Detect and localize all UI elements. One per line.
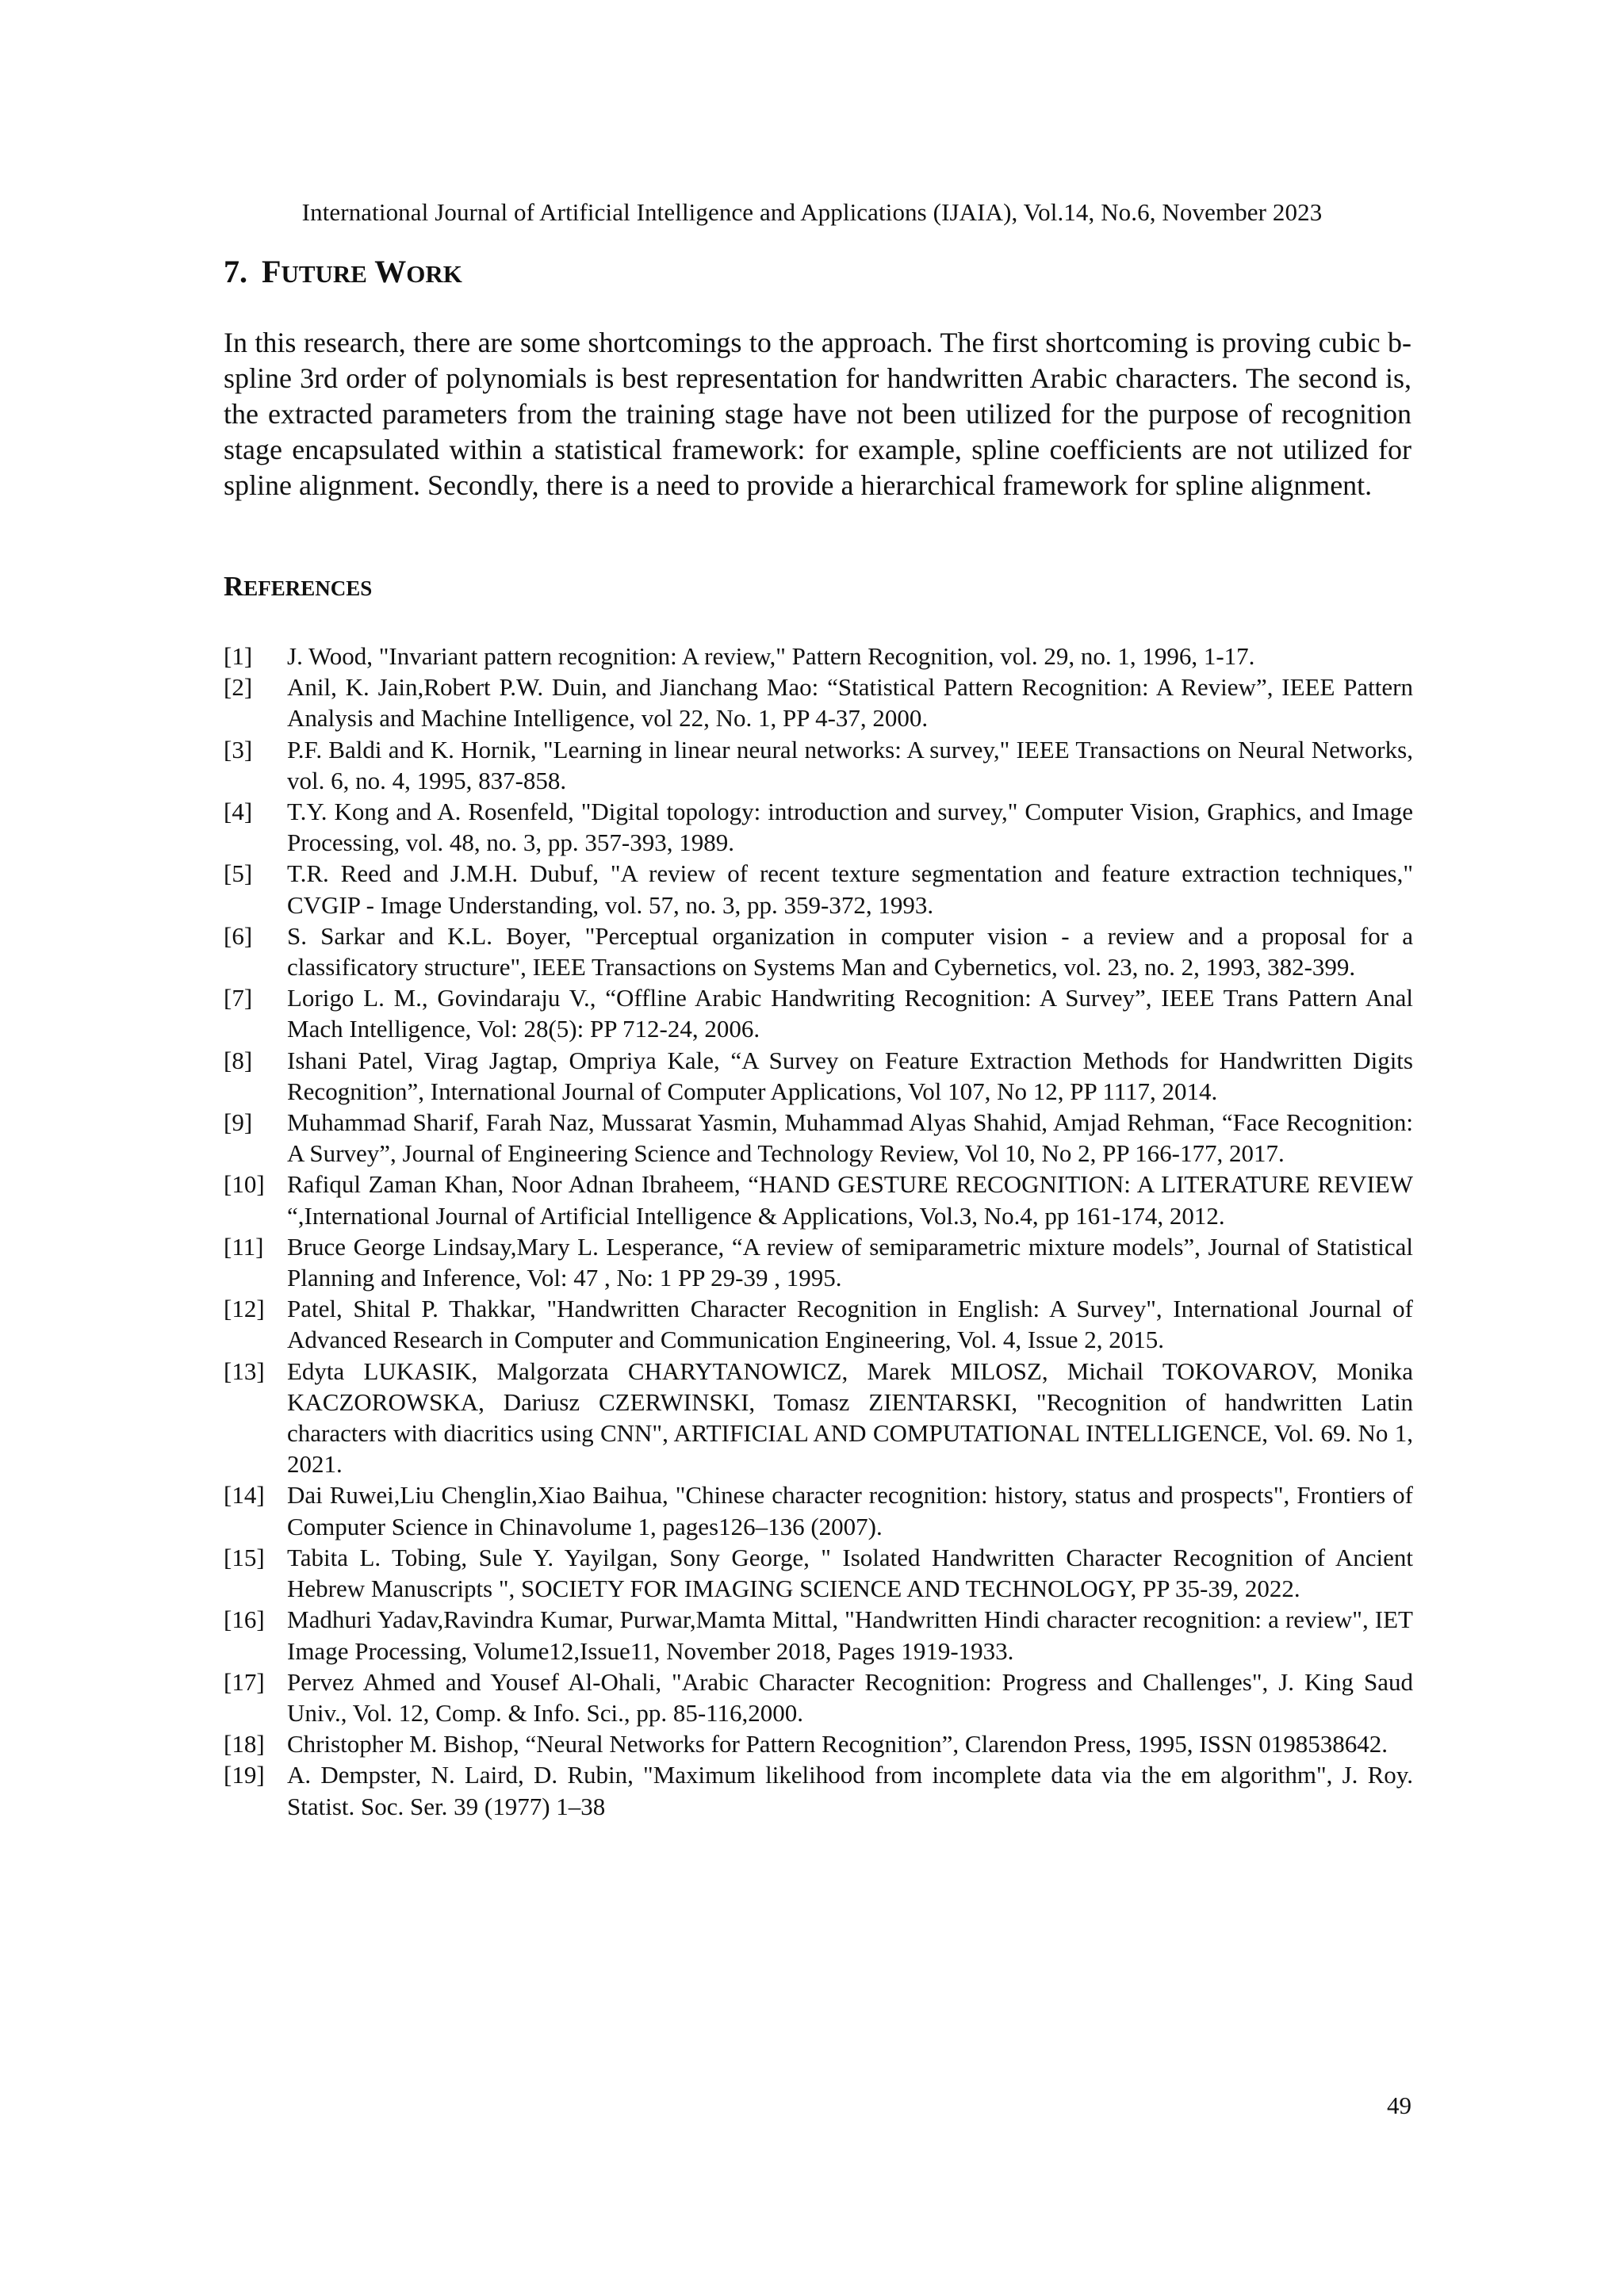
section-title-cap-2: W [374,254,407,289]
reference-item [224,734,1413,796]
section-heading [224,252,462,294]
reference-number: [12] [224,1295,265,1323]
reference-text: Lorigo L. M., Govindaraju V., “Offline Arabic Handwriting Recognition: A Survey”, IEEE Trans Pattern Anal Mach Intelligence, Vol: 28(5): PP 712-24, 2006. [287,984,1413,1043]
reference-text: S. Sarkar and K.L. Boyer, "Perceptual organization in computer vision - a review and a proposal for a classificatory structure", IEEE Transactions on Systems Man and Cybernetics, vol. 23, no. 2, 1993, 382-399. [287,921,1413,982]
reference-item [224,1293,1413,1355]
reference-item [224,1107,1413,1169]
reference-number: [17] [224,1667,265,1696]
reference-number: [1] [224,642,253,670]
reference-item [224,796,1413,858]
reference-item [224,982,1413,1044]
reference-text: T.R. Reed and J.M.H. Dubuf, "A review of recent texture segmentation and feature extraction techniques," CVGIP - Image Understanding, vol. 57, no. 3, pp. 359-372, 1993. [287,859,1413,919]
reference-text: J. Wood, "Invariant pattern recognition: A review," Pattern Recognition, vol. 29, no. 1, 1996, 1-17. [287,642,1255,670]
future-work-paragraph: In this research, there are some shortcomings to the approach. The first shortcoming is proving cubic b-spline 3rd order of polynomials is best representation for handwritten Arabic characters. The second is, the extracted parameters from the training stage have not been utilized for the purpose of recognition stage encapsulated within a statistical framework: for example, spline coefficients are not utilized for spline alignment. Secondly, there is a need to provide a hierarchical framework for spline alignment. [224,327,1411,501]
reference-text: Madhuri Yadav,Ravindra Kumar, Purwar,Mamta Mittal, "Handwritten Hindi character recognition: a review", IET Image Processing, Volume12,Issue11, November 2018, Pages 1919-1933. [287,1605,1413,1665]
reference-number: [11] [224,1232,264,1261]
reference-text: Pervez Ahmed and Yousef Al-Ohali, "Arabic Character Recognition: Progress and Challenges", J. King Saud Univ., Vol. 12, Comp. & Info. Sci., pp. 85-116,2000. [287,1667,1413,1727]
reference-text: Dai Ruwei,Liu Chenglin,Xiao Baihua, "Chinese character recognition: history, status and prospects", Frontiers of Computer Science in Chinavolume 1, pages126–136 (2007). [287,1481,1413,1540]
reference-number: [16] [224,1605,265,1634]
reference-text: Christopher M. Bishop, “Neural Networks for Pattern Recognition”, Clarendon Press, 1995, ISSN 0198538642. [287,1730,1388,1758]
reference-number: [3] [224,735,253,763]
reference-number: [13] [224,1357,265,1385]
reference-text: Patel, Shital P. Thakkar, "Handwritten Character Recognition in English: A Survey", International Journal of Advanced Research in Computer and Communication Engineering, Vol. 4, Issue 2, 2015. [287,1295,1413,1354]
references-heading-rest: EFERENCES [243,576,373,600]
reference-item [224,1604,1413,1666]
reference-item [224,1356,1413,1480]
reference-text: Tabita L. Tobing, Sule Y. Yayilgan, Sony George, " Isolated Handwritten Character Recognition of Ancient Hebrew Manuscripts ", SOCIETY FOR IMAGING SCIENCE AND TECHNOLOGY, PP 35-39, 2022. [287,1543,1413,1603]
reference-number: [9] [224,1108,253,1137]
references-heading [224,569,372,606]
reference-text: Edyta LUKASIK, Malgorzata CHARYTANOWICZ, Marek MILOSZ, Michail TOKOVAROV, Monika KACZOROWSKA, Dariusz CZERWINSKI, Tomasz ZIENTARSKI, "Recognition of handwritten Latin characters with diacritics using CNN", ARTIFICIAL AND COMPUTATIONAL INTELLIGENCE, Vol. 69. No 1, 2021. [287,1357,1413,1479]
reference-number: [15] [224,1543,265,1571]
reference-text: Ishani Patel, Virag Jagtap, Ompriya Kale, “A Survey on Feature Extraction Methods for Handwritten Digits Recognition”, International Journal of Computer Applications, Vol 107, No 12, PP 1117, 2014. [287,1046,1413,1105]
reference-item [224,672,1413,733]
section-title-cap-1: F [262,254,282,289]
reference-item [224,858,1413,920]
section-title-rest-1: UTURE [281,260,367,288]
reference-number: [7] [224,984,253,1012]
reference-item [224,1667,1413,1728]
reference-item [224,641,1413,672]
reference-list [224,641,1413,1822]
reference-item [224,1045,1413,1107]
section-number: 7. [224,254,247,289]
reference-text: T.Y. Kong and A. Rosenfeld, "Digital topology: introduction and survey," Computer Vision, Graphics, and Image Processing, vol. 48, no. 3, pp. 357-393, 1989. [287,798,1413,857]
running-header: International Journal of Artificial Intelligence and Applications (IJAIA), Vol.14, No.6, November 2023 [301,198,1323,226]
reference-number: [10] [224,1170,265,1199]
reference-item [224,1231,1413,1293]
reference-text: Muhammad Sharif, Farah Naz, Mussarat Yasmin, Muhammad Alyas Shahid, Amjad Rehman, “Face Recognition: A Survey”, Journal of Engineering Science and Technology Review, Vol 10, No 2, PP 166-177, 2017. [287,1108,1413,1168]
references-heading-cap: R [224,571,244,602]
reference-number: [8] [224,1046,253,1074]
reference-number: [4] [224,798,253,826]
reference-item [224,1728,1413,1759]
reference-item [224,1759,1413,1821]
reference-text: A. Dempster, N. Laird, D. Rubin, "Maximum likelihood from incomplete data via the em algorithm", J. Roy. Statist. Soc. Ser. 39 (1977) 1–38 [287,1761,1413,1820]
reference-text: P.F. Baldi and K. Hornik, "Learning in linear neural networks: A survey," IEEE Transactions on Neural Networks, vol. 6, no. 4, 1995, 837-858. [287,735,1413,794]
page-number: 49 [1387,2091,1411,2119]
reference-item [224,920,1413,982]
section-title-rest-2: ORK [406,260,462,288]
reference-text: Anil, K. Jain,Robert P.W. Duin, and Jianchang Mao: “Statistical Pattern Recognition: A Review”, IEEE Pattern Analysis and Machine Intelligence, vol 22, No. 1, PP 4-37, 2000. [287,673,1413,733]
reference-text: Bruce George Lindsay,Mary L. Lesperance, “A review of semiparametric mixture models”, Journal of Statistical Planning and Inference, Vol: 47 , No: 1 PP 29-39 , 1995. [287,1232,1413,1292]
reference-item [224,1169,1413,1230]
reference-number: [18] [224,1730,265,1758]
reference-item [224,1479,1413,1541]
reference-number: [2] [224,673,253,702]
reference-item [224,1542,1413,1604]
reference-number: [6] [224,921,253,950]
reference-number: [14] [224,1481,265,1510]
reference-number: [19] [224,1761,265,1789]
reference-text: Rafiqul Zaman Khan, Noor Adnan Ibraheem, “HAND GESTURE RECOGNITION: A LITERATURE REVIEW “,International Journal of Artificial Intelligence & Applications, Vol.3, No.4, pp 161-174, 2012. [287,1170,1413,1230]
reference-number: [5] [224,859,253,888]
